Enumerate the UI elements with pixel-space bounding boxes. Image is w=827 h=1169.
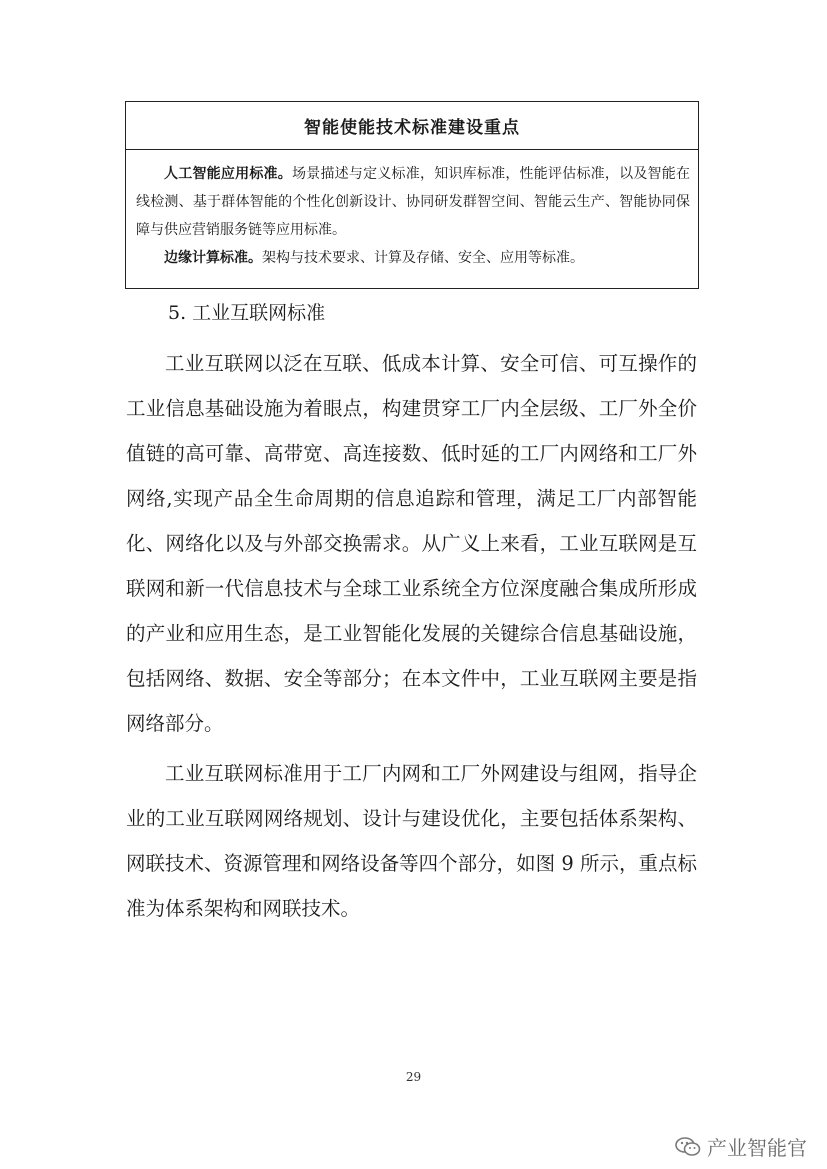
box-term-ai: 人工智能应用标准。 [164,166,292,182]
standards-box [125,101,699,289]
body-text [126,341,697,936]
box-paragraph-edge [136,244,690,272]
box-body [126,150,698,272]
section-heading: 5. 工业互联网标准 [168,302,326,324]
page-number: 29 [405,1070,422,1084]
body-paragraph: 工业互联网以泛在互联、低成本计算、安全可信、可互操作的工业信息基础设施为着眼点，构建贯穿工厂内全层级、工厂外全价值链的高可靠、高带宽、高连接数、低时延的工厂内网络和工厂外网络,实现产品全生命周期的信息追踪和管理，满足工厂内部智能化、网络化以及与外部交换需求。从广义上来看，工业互联网是互联网和新一代信息技术与全球工业系统全方位深度融合集成所形成的产业和应用生态，是工业智能化发展的关键综合信息基础设施，包括网络、数据、安全等部分；在本文件中，工业互联网主要是指网络部分。 [126,352,697,735]
box-title: 智能使能技术标准建设重点 [126,102,698,150]
box-text-ai: 场景描述与定义标准，知识库标准，性能评估标准，以及智能在线检测、基于群体智能的个性化创新设计、协同研发群智空间、智能云生产、智能协同保障与供应营销服务链等应用标准。 [136,166,690,238]
wechat-icon [675,1136,701,1158]
box-text-edge: 架构与技术要求、计算及存储、安全、应用等标准。 [262,250,584,266]
watermark [675,1132,807,1161]
watermark-text: 产业智能官 [707,1136,807,1160]
body-paragraph: 工业互联网标准用于工厂内网和工厂外网建设与组网，指导企业的工业互联网网络规划、设计与建设优化，主要包括体系架构、网联技术、资源管理和网络设备等四个部分，如图 9 所示，重点标准为体系架构和网联技术。 [126,762,697,920]
box-term-edge: 边缘计算标准。 [164,250,262,266]
box-paragraph-ai [136,160,690,244]
